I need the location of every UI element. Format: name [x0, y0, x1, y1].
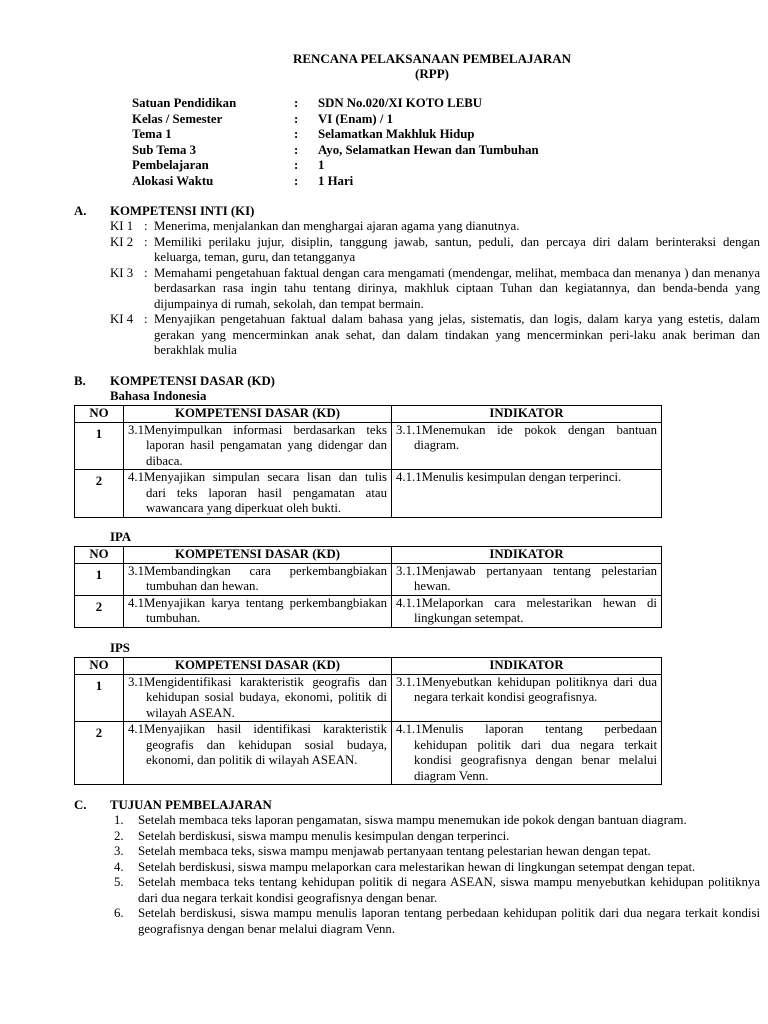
list-item [110, 875, 760, 906]
col-header-indikator: INDIKATOR [392, 547, 662, 564]
item-number: 6. [114, 906, 124, 920]
table-header-row [75, 658, 662, 675]
kd-table-ips [74, 657, 662, 785]
item-text: Setelah berdiskusi, siswa mampu melaporkan cara melestarikan hewan di lingkungan setempat dengan tepat. [138, 859, 696, 874]
list-item [110, 844, 760, 860]
table-row [75, 422, 662, 470]
indikator-cell [392, 722, 662, 785]
identity-label: Satuan Pendidikan [132, 96, 237, 110]
indikator-text: 3.1.1Menjawab pertanyaan tentang pelestarian hewan. [396, 563, 657, 593]
ki-colon: : [144, 265, 148, 280]
identity-label: Tema 1 [132, 127, 172, 141]
indikator-cell [392, 674, 662, 722]
identity-colon: : [294, 173, 299, 188]
subject-name: Bahasa Indonesia [110, 389, 207, 403]
kd-text: 3.1Membandingkan cara perkembangbiakan tumbuhan dan hewan. [128, 563, 387, 593]
item-number: 5. [114, 875, 124, 889]
table-row [75, 722, 662, 785]
item-text: Setelah membaca teks, siswa mampu menjawab pertanyaan tentang pelestarian hewan dengan tepat. [138, 844, 651, 858]
ki-item [110, 312, 760, 359]
identity-value: Selamatkan Makhluk Hidup [318, 127, 475, 141]
section-letter: A. [74, 204, 87, 218]
row-number: 1 [75, 563, 124, 595]
indikator-text: 4.1.1Melaporkan cara melestarikan hewan di lingkungan setempat. [396, 595, 657, 625]
indikator-cell [392, 470, 662, 518]
indikator-text: 4.1.1Menulis kesimpulan dengan terperinci. [396, 470, 622, 484]
ki-text: Menyajikan pengetahuan faktual dalam bahasa yang jelas, sistematis, dan logis, dalam karya yang estetis, dalam gerakan yang mencerminkan anak sehat, dan dalam tindakan yang mencerminkan peri-laku anak beriman dan berakhlak mulia [154, 312, 760, 357]
table-row [75, 563, 662, 595]
kd-table-ipa [74, 546, 662, 628]
table-row [75, 470, 662, 518]
tujuan-list [110, 813, 760, 937]
ki-code: KI 4 [110, 312, 134, 326]
identity-colon: : [294, 142, 299, 157]
list-item [110, 813, 760, 829]
identity-value: Ayo, Selamatkan Hewan dan Tumbuhan [318, 142, 539, 157]
identity-colon: : [294, 111, 299, 126]
section-letter: C. [74, 798, 87, 812]
kd-text: 4.1Menyajikan hasil identifikasi karakteristik geografis dan kehidupan sosial budaya, ekonomi, dan politik di wilayah ASEAN. [128, 722, 387, 767]
ki-list [110, 219, 760, 359]
col-header-no: NO [75, 547, 124, 564]
indikator-cell [392, 595, 662, 627]
col-header-indikator: INDIKATOR [392, 406, 662, 423]
section-title: TUJUAN PEMBELAJARAN [110, 798, 272, 812]
document-subtitle: (RPP) [415, 66, 449, 81]
document-title: RENCANA PELAKSANAAN PEMBELAJARAN [292, 51, 572, 66]
item-number: 3. [114, 844, 124, 858]
section-letter: B. [74, 374, 86, 388]
ki-item [110, 235, 760, 266]
row-number: 2 [75, 722, 124, 785]
identity-label: Sub Tema 3 [132, 142, 197, 157]
identity-colon: : [294, 127, 299, 141]
identity-value: 1 [318, 158, 325, 172]
identity-colon: : [294, 158, 299, 172]
kd-cell [124, 470, 392, 518]
table-header-row [75, 406, 662, 423]
identity-value: SDN No.020/XI KOTO LEBU [318, 96, 483, 110]
kd-text: 4.1Menyajikan simpulan secara lisan dan tulis dari teks laporan hasil pengamatan atau wawancara yang diperkuat oleh bukti. [128, 470, 387, 515]
ki-text: Menerima, menjalankan dan menghargai ajaran agama yang dianutnya. [154, 219, 520, 233]
ki-code: KI 2 [110, 234, 134, 249]
kd-text: 3.1Menyimpulkan informasi berdasarkan teks laporan hasil pengamatan yang didengar dan dibaca. [128, 422, 387, 468]
col-header-indikator: INDIKATOR [392, 658, 662, 675]
identity-label: Alokasi Waktu [132, 173, 214, 188]
kd-cell [124, 674, 392, 722]
col-header-kd: KOMPETENSI DASAR (KD) [124, 547, 392, 564]
kd-table-bahasa-indonesia [74, 405, 662, 518]
indikator-text: 3.1.1Menemukan ide pokok dengan bantuan diagram. [396, 422, 657, 452]
ki-colon: : [144, 312, 148, 326]
table-row [75, 595, 662, 627]
subject-name: IPS [110, 641, 130, 655]
item-number: 4. [114, 859, 124, 874]
ki-colon: : [144, 219, 148, 233]
item-text: Setelah membaca teks tentang kehidupan politik di negara ASEAN, siswa mampu menyebutkan kehidupan politiknya dari dua negara terkait kondisi geografisnya dengan benar. [138, 875, 760, 905]
item-text: Setelah berdiskusi, siswa mampu menulis kesimpulan dengan terperinci. [138, 828, 510, 843]
ki-item [110, 219, 760, 235]
col-header-no: NO [75, 658, 124, 675]
row-number: 2 [75, 470, 124, 518]
table-header-row [75, 547, 662, 564]
indikator-cell [392, 563, 662, 595]
col-header-kd: KOMPETENSI DASAR (KD) [124, 658, 392, 675]
list-item [110, 829, 760, 845]
row-number: 1 [75, 674, 124, 722]
list-item [110, 860, 760, 876]
item-number: 1. [114, 813, 124, 827]
indikator-text: 4.1.1Menulis laporan tentang perbedaan kehidupan politik dari dua negara terkait kondisi geografisnya dengan benar melalui diagram Venn. [396, 722, 657, 783]
ki-colon: : [144, 234, 148, 249]
ki-code: KI 1 [110, 219, 134, 233]
identity-label: Pembelajaran [132, 158, 209, 172]
row-number: 2 [75, 595, 124, 627]
section-title: KOMPETENSI DASAR (KD) [110, 374, 275, 388]
indikator-text: 3.1.1Menyebutkan kehidupan politiknya dari dua negara terkait kondisi geografisnya. [396, 674, 657, 704]
section-title: KOMPETENSI INTI (KI) [110, 204, 255, 218]
item-number: 2. [114, 828, 124, 843]
kd-text: 3.1Mengidentifikasi karakteristik geografis dan kehidupan sosial budaya, ekonomi, politik di wilayah ASEAN. [128, 674, 387, 720]
item-text: Setelah berdiskusi, siswa mampu menulis laporan tentang perbedaan kehidupan politik dari dua negara terkait kondisi geografisnya dengan benar melalui diagram Venn. [138, 906, 760, 936]
identity-colon: : [294, 96, 299, 110]
kd-text: 4.1Menyajikan karya tentang perkembangbiakan tumbuhan. [128, 595, 387, 625]
indikator-cell [392, 422, 662, 470]
row-number: 1 [75, 422, 124, 470]
table-row [75, 674, 662, 722]
identity-value: VI (Enam) / 1 [318, 111, 394, 126]
col-header-kd: KOMPETENSI DASAR (KD) [124, 406, 392, 423]
ki-text: Memahami pengetahuan faktual dengan cara mengamati (mendengar, melihat, membaca dan menanya ) dan menanya berdasarkan rasa ingin tahu tentang dirinya, makhluk ciptaan Tuhan dan kegiatannya, dan benda-benda yang dijumpainya di rumah, sekolah, dan tempat bermain. [154, 265, 760, 311]
kd-cell [124, 422, 392, 470]
col-header-no: NO [75, 406, 124, 423]
kd-cell [124, 563, 392, 595]
ki-item [110, 266, 760, 313]
identity-label: Kelas / Semester [132, 111, 223, 126]
ki-code: KI 3 [110, 265, 134, 280]
subject-name: IPA [110, 530, 132, 544]
identity-value: 1 Hari [318, 173, 354, 188]
kd-cell [124, 595, 392, 627]
item-text: Setelah membaca teks laporan pengamatan, siswa mampu menemukan ide pokok dengan bantuan diagram. [138, 813, 687, 827]
ki-text: Memiliki perilaku jujur, disiplin, tanggung jawab, santun, peduli, dan percaya diri dalam berinteraksi dengan keluarga, teman, guru, dan tetangganya [154, 234, 760, 264]
kd-cell [124, 722, 392, 785]
list-item [110, 906, 760, 937]
